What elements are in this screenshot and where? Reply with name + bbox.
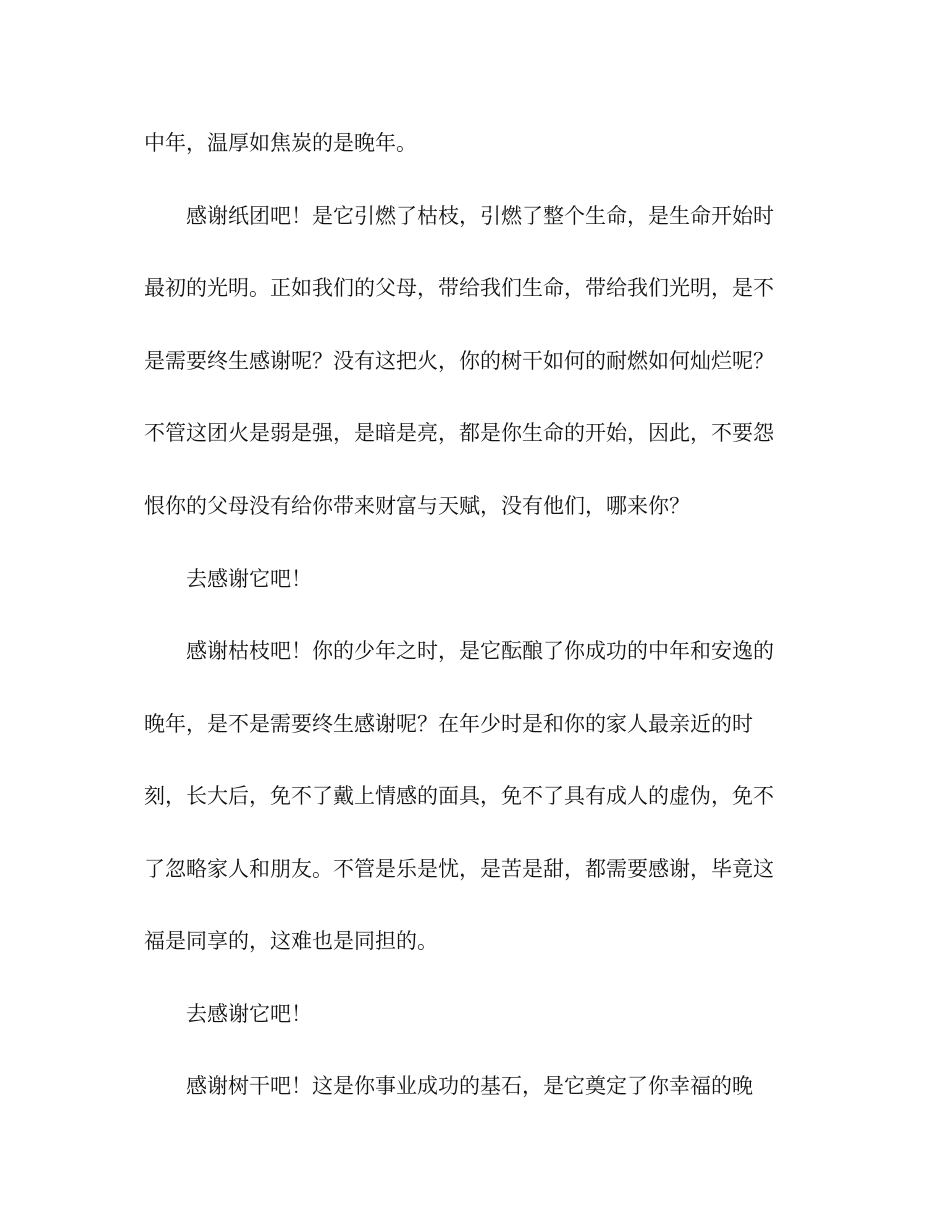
paragraph-line: 是需要终生感谢呢？没有这把火，你的树干如何的耐燃如何灿烂呢？ — [144, 349, 774, 373]
paragraph-line: 感谢枯枝吧！你的少年之时，是它酝酿了你成功的中年和安逸的 — [186, 639, 774, 663]
paragraph-line: 了忽略家人和朋友。不管是乐是忧，是苦是甜，都需要感谢，毕竟这 — [144, 857, 774, 881]
paragraph-line: 去感谢它吧！ — [186, 1002, 312, 1026]
paragraph-line: 晚年，是不是需要终生感谢呢？在年少时是和你的家人最亲近的时 — [144, 712, 753, 736]
paragraph-line: 感谢树干吧！这是你事业成功的基石，是它奠定了你幸福的晚 — [186, 1074, 753, 1098]
paragraph-line: 福是同享的，这难也是同担的。 — [144, 929, 438, 953]
paragraph-line: 刻，长大后，免不了戴上情感的面具，免不了具有成人的虚伪，免不 — [144, 784, 774, 808]
paragraph-line: 感谢纸团吧！是它引燃了枯枝，引燃了整个生命，是生命开始时 — [186, 204, 774, 228]
paragraph-line: 中年，温厚如焦炭的是晚年。 — [144, 131, 417, 155]
paragraph-line: 恨你的父母没有给你带来财富与天赋，没有他们，哪来你？ — [144, 494, 690, 518]
paragraph-line: 去感谢它吧！ — [186, 567, 312, 591]
paragraph-line: 最初的光明。正如我们的父母，带给我们生命，带给我们光明，是不 — [144, 276, 774, 300]
paragraph-line: 不管这团火是弱是强，是暗是亮，都是你生命的开始，因此，不要怨 — [144, 421, 774, 445]
